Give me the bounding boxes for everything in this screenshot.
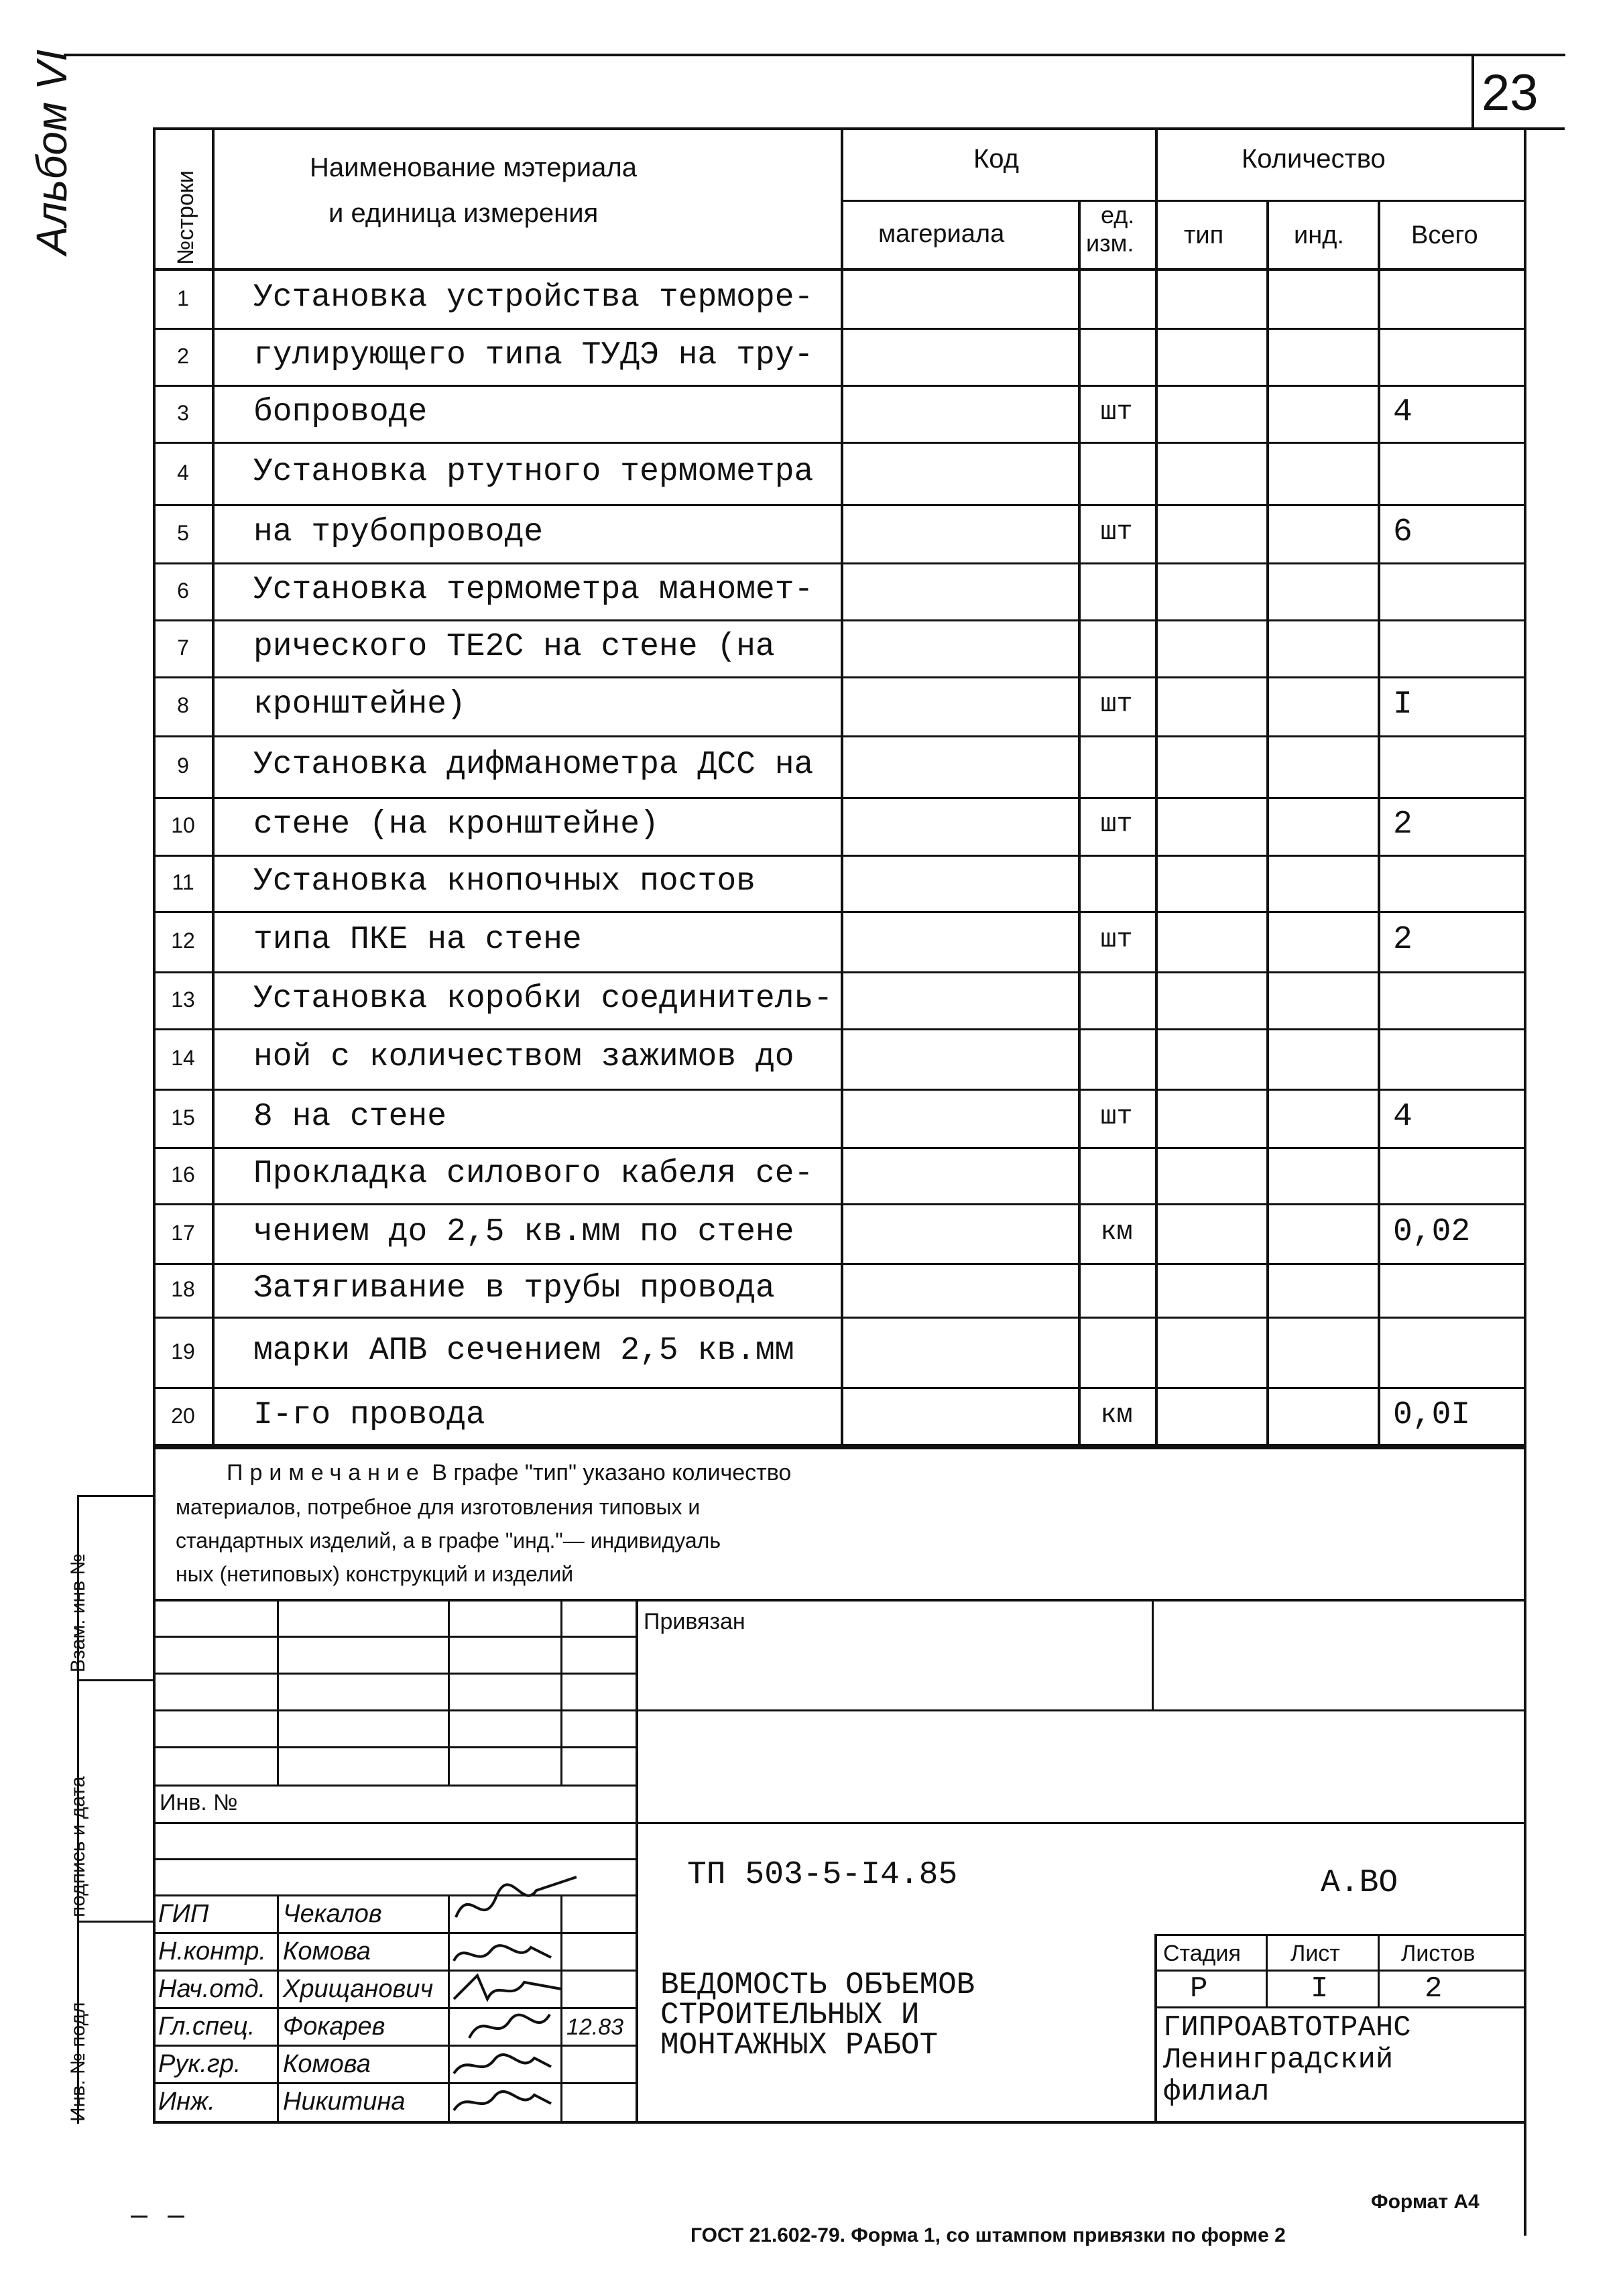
- row-total: 4: [1393, 394, 1412, 430]
- table-row: [153, 855, 1524, 912]
- note-line-4: ных (нетиповых) конструкций и изделий: [176, 1562, 574, 1586]
- table-row: [153, 1388, 1524, 1447]
- right-border: [1524, 127, 1526, 2236]
- table-row: [153, 620, 1524, 677]
- row-name: бопроводе: [253, 394, 428, 430]
- people-h-4: [153, 2045, 637, 2047]
- org-line-2: Ленинградский: [1163, 2043, 1394, 2077]
- org-line-3: филиал: [1163, 2075, 1270, 2109]
- stamp-h-5: [153, 1785, 637, 1787]
- row-number: 12: [171, 928, 195, 953]
- people-h-2: [153, 1970, 637, 1972]
- table-row: [153, 1317, 1524, 1388]
- header-row-no: №строки: [173, 170, 198, 265]
- row-total: I: [1393, 686, 1412, 723]
- stamp-h-4: [153, 1746, 637, 1748]
- stamp-title-1: ВЕДОМОСТЬ ОБЪЕМОВ: [660, 1968, 975, 2002]
- row-total: 0,02: [1393, 1214, 1471, 1250]
- table-row: [153, 442, 1524, 505]
- row-number: 3: [177, 401, 189, 425]
- stamp-col-1: [277, 1599, 279, 1786]
- table-row: [153, 563, 1524, 620]
- stamp-h-2: [153, 1673, 637, 1675]
- signature-date: 12.83: [566, 2014, 624, 2040]
- stamp-h-3: [153, 1709, 1524, 1711]
- table-row: [153, 385, 1524, 442]
- row-name: на трубопроводе: [253, 514, 544, 550]
- stamp-title-2: СТРОИТЕЛЬНЫХ И: [660, 1998, 920, 2033]
- person-role: ГИП: [158, 1900, 209, 1928]
- rows-bottom-line: [153, 1447, 1524, 1449]
- footer-dash-1: [131, 2216, 147, 2218]
- stage-label: Стадия: [1163, 1941, 1241, 1966]
- header-name-1: Наименование мэтериала: [310, 153, 637, 182]
- note-line-1: [227, 1460, 791, 1486]
- footer-dash-2: [168, 2216, 184, 2218]
- person-name: Чекалов: [283, 1900, 382, 1928]
- header-mid-line: [841, 200, 1524, 202]
- row-name: 8 на стене: [253, 1099, 447, 1135]
- sheet-value: I: [1311, 1972, 1329, 2006]
- footer-form-line: ГОСТ 21.602-79. Форма 1, со штампом привязки по форме 2: [690, 2224, 1286, 2246]
- stamp-col-2: [448, 1599, 450, 1786]
- sheets-label: Листов: [1401, 1941, 1476, 1966]
- stage-block-v2: [1378, 1934, 1380, 2008]
- table-row: [153, 736, 1524, 798]
- table-row: [153, 912, 1524, 972]
- table-row: [153, 328, 1524, 385]
- row-number: 13: [171, 987, 195, 1012]
- table-row: [153, 972, 1524, 1029]
- header-name-2: и единица измерения: [328, 198, 599, 228]
- person-role: Нач.отд.: [158, 1975, 266, 2003]
- row-number: 17: [171, 1221, 195, 1245]
- row-number: 18: [171, 1277, 195, 1301]
- stamp-bottom-line: [153, 2121, 1524, 2124]
- note-label: Примечание: [227, 1460, 426, 1486]
- people-h-3: [153, 2007, 637, 2009]
- person-name: Хрищанович: [283, 1975, 434, 2003]
- row-number: 20: [171, 1404, 195, 1428]
- row-name: I-го провода: [253, 1397, 485, 1433]
- stamp-title-3: МОНТАЖНЫХ РАБОТ: [660, 2028, 939, 2063]
- row-name: стене (на кронштейне): [253, 806, 659, 843]
- row-name: Установка дифманометра ДСС на: [253, 747, 814, 783]
- margin-sep-1: [77, 1495, 155, 1497]
- stage-block-v1: [1266, 1934, 1268, 2008]
- margin-podpis: подпись и дата: [67, 1776, 89, 1917]
- row-total: 4: [1393, 1099, 1412, 1135]
- row-name: Прокладка силового кабеля се-: [253, 1156, 814, 1192]
- stamp-col-privyazan: [1152, 1599, 1154, 1710]
- sheet-label: Лист: [1290, 1941, 1340, 1966]
- top-rule: [64, 54, 1565, 56]
- note-text-1: В графе "тип" указано количество: [432, 1460, 792, 1486]
- sheet-code: А.ВО: [1321, 1865, 1398, 1901]
- stage-block-top: [1154, 1934, 1524, 1936]
- stamp-h-6: [153, 1822, 1524, 1824]
- stage-block-left: [1154, 1934, 1157, 2124]
- row-unit: км: [1100, 1217, 1133, 1248]
- row-number: 10: [171, 813, 195, 837]
- table-row: [153, 1089, 1524, 1148]
- row-unit: шт: [1100, 690, 1133, 720]
- signature-gip: [449, 1870, 583, 1931]
- row-total: 0,0I: [1393, 1397, 1471, 1433]
- stage-block-h1: [1154, 1970, 1524, 1972]
- row-number: 2: [177, 344, 189, 368]
- row-number: 7: [177, 636, 189, 660]
- row-number: 14: [171, 1046, 195, 1070]
- inv-no-label: Инв. №: [160, 1790, 238, 1815]
- table-row: [153, 1029, 1524, 1089]
- row-name: Установка термометра маномет-: [253, 572, 814, 608]
- row-name: Установка кнопочных постов: [253, 863, 756, 900]
- row-number: 15: [171, 1105, 195, 1130]
- sheets-value: 2: [1425, 1972, 1443, 2006]
- designation: ТП 503-5-I4.85: [687, 1857, 958, 1893]
- header-unit-1: ед.: [1101, 201, 1135, 229]
- row-number: 8: [177, 693, 189, 717]
- row-number: 16: [171, 1162, 195, 1187]
- header-quantity: Количество: [1242, 144, 1386, 174]
- header-material: магериала: [878, 220, 1005, 248]
- margin-sep-2: [77, 1679, 155, 1681]
- row-name: марки АПВ сечением 2,5 кв.мм: [253, 1333, 794, 1369]
- row-unit: шт: [1100, 1102, 1133, 1132]
- stamp-col-3: [560, 1599, 562, 1786]
- stage-block-h2: [1154, 2006, 1524, 2008]
- note-line-2: материалов, потребное для изготовления типовых и: [176, 1495, 701, 1519]
- header-total: Всего: [1411, 221, 1478, 249]
- row-name: рического ТЕ2С на стене (на: [253, 629, 775, 665]
- row-number: 4: [177, 461, 189, 485]
- stamp-h-1: [153, 1636, 637, 1638]
- row-total: 2: [1393, 806, 1412, 843]
- row-number: 11: [172, 870, 194, 894]
- signature-inzh: [450, 2085, 558, 2118]
- table-row: [153, 677, 1524, 736]
- table-row: [153, 1264, 1524, 1317]
- row-unit: шт: [1100, 810, 1133, 840]
- row-total: 2: [1393, 922, 1412, 958]
- signature-nachotd: [450, 1972, 564, 2006]
- stamp-h-7: [153, 1858, 637, 1860]
- row-name: чением до 2,5 кв.мм по стене: [253, 1214, 794, 1250]
- row-unit: шт: [1100, 925, 1133, 955]
- album-label: Альбом VI: [27, 49, 76, 255]
- table-row: [153, 505, 1524, 563]
- signature-nkontr: [450, 1937, 558, 1971]
- footer-format: Формат А4: [1371, 2191, 1480, 2213]
- person-name: Комова: [283, 1937, 371, 1966]
- person-role: Н.контр.: [158, 1937, 266, 1966]
- row-unit: шт: [1100, 398, 1133, 428]
- person-role: Рук.гр.: [158, 2050, 241, 2078]
- table-row: [153, 271, 1524, 328]
- person-name: Комова: [283, 2050, 371, 2078]
- row-name: кронштейне): [253, 686, 466, 723]
- row-number: 19: [171, 1339, 195, 1364]
- row-name: Установка коробки соединитель-: [253, 981, 833, 1017]
- person-name: Фокарев: [283, 2012, 385, 2041]
- row-name: типа ПКЕ на стене: [253, 922, 582, 958]
- person-role: Инж.: [158, 2088, 215, 2116]
- row-name: ной с количеством зажимов до: [253, 1039, 794, 1075]
- row-name: Затягивание в трубы провода: [253, 1270, 775, 1307]
- margin-vzam: Взам. инв №: [67, 1553, 89, 1673]
- row-number: 1: [177, 286, 189, 310]
- table-row: [153, 798, 1524, 855]
- person-name: Никитина: [283, 2088, 406, 2116]
- signature-rukgr: [450, 2048, 558, 2081]
- header-type: тип: [1184, 221, 1224, 249]
- row-number: 9: [177, 753, 189, 778]
- row-name: Установка ртутного термометра: [253, 454, 814, 490]
- note-line-3: стандартных изделий, а в графе "инд."— индивидуаль: [176, 1528, 721, 1553]
- margin-sep-3: [77, 1921, 155, 1923]
- row-number: 5: [177, 521, 189, 545]
- header-ind: инд.: [1294, 221, 1344, 249]
- row-unit: шт: [1100, 518, 1133, 548]
- header-code: Код: [973, 144, 1020, 174]
- header-unit-2: изм.: [1086, 229, 1134, 257]
- row-name: гулирующего типа ТУДЭ на тру-: [253, 337, 814, 373]
- privyazan-label: Привязан: [644, 1609, 745, 1634]
- stamp-top-line: [153, 1599, 1524, 1602]
- row-name: Установка устройства терморе-: [253, 280, 814, 316]
- person-role: Гл.спец.: [158, 2012, 255, 2041]
- page-number: 23: [1482, 64, 1539, 121]
- signature-glspec: [463, 2008, 556, 2045]
- row-unit: км: [1100, 1400, 1133, 1431]
- people-h-5: [153, 2082, 637, 2084]
- people-h-1: [153, 1932, 637, 1934]
- row-total: 6: [1393, 514, 1412, 550]
- table-row: [153, 1148, 1524, 1204]
- stage-value: Р: [1190, 1972, 1208, 2006]
- row-number: 6: [177, 579, 189, 603]
- margin-inv-podl: Инв. № подл: [67, 2002, 89, 2122]
- org-line-1: ГИПРОАВТОТРАНС: [1163, 2011, 1411, 2045]
- table-row: [153, 1204, 1524, 1264]
- people-col-1: [277, 1894, 279, 2124]
